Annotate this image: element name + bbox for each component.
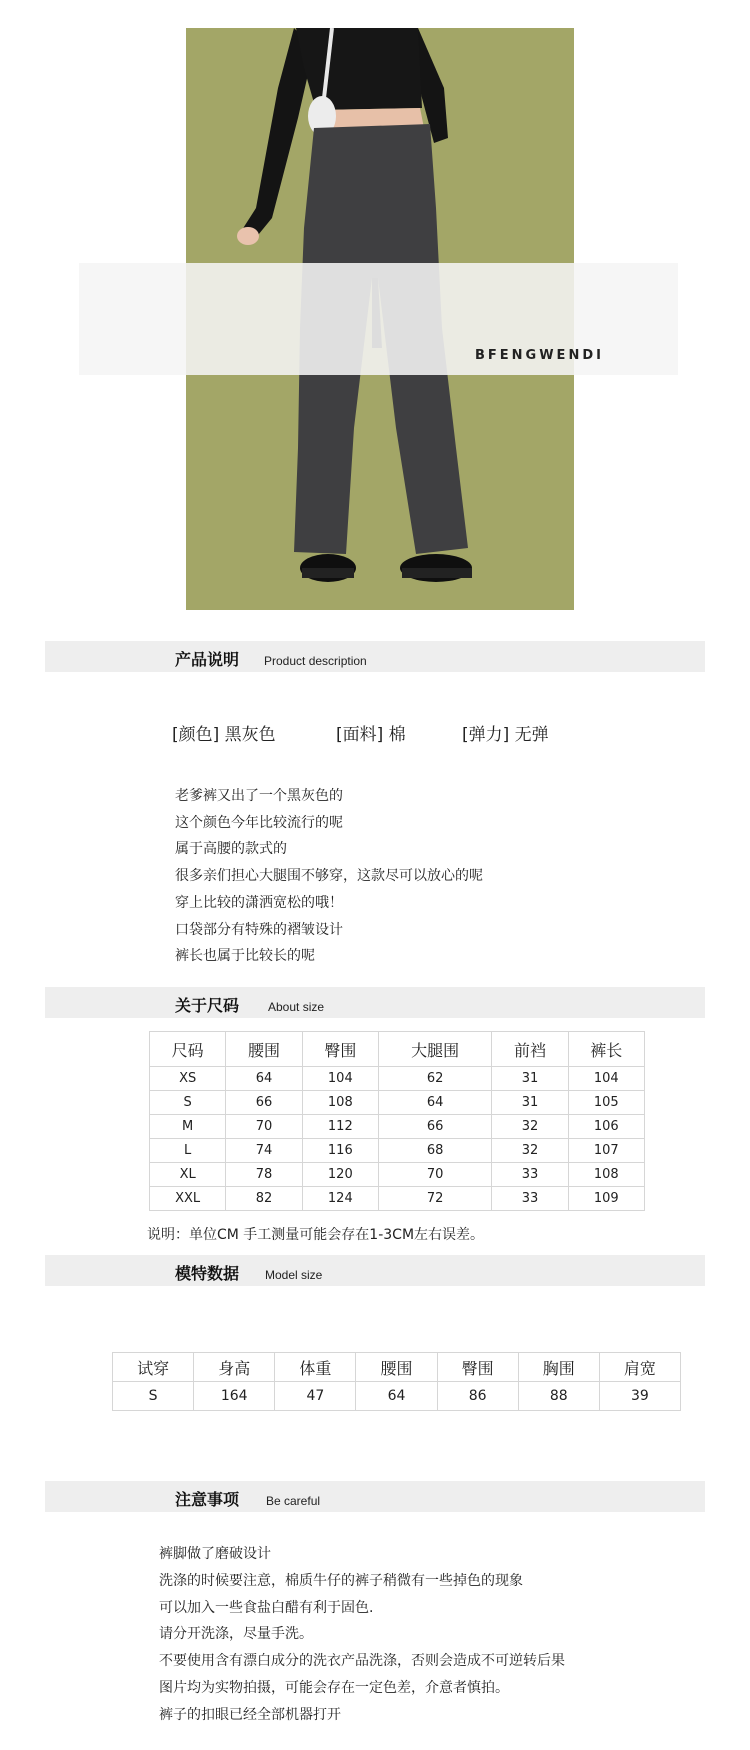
description-line: 口袋部分有特殊的褶皱设计 xyxy=(175,921,343,938)
table-cell: 116 xyxy=(302,1139,378,1163)
table-cell: 74 xyxy=(226,1139,302,1163)
prop-color: [颜色] 黑灰色 xyxy=(172,725,276,745)
table-row xyxy=(150,1115,645,1139)
size-note: 说明：单位CM 手工测量可能会存在1-3CM左右误差。 xyxy=(147,1227,485,1243)
description-line: 这个颜色今年比较流行的呢 xyxy=(175,814,343,831)
care-line: 裤脚做了磨破设计 xyxy=(159,1546,271,1562)
table-header-cell: 胸围 xyxy=(518,1353,599,1382)
table-cell: 112 xyxy=(302,1115,378,1139)
section-title-en: Model size xyxy=(265,1268,323,1282)
table-cell: 70 xyxy=(226,1115,302,1139)
table-cell: 72 xyxy=(378,1187,491,1211)
description-line: 穿上比较的潇洒宽松的哦！ xyxy=(175,894,343,911)
table-row xyxy=(113,1382,681,1411)
section-title-zh: 模特数据 xyxy=(175,1264,240,1283)
table-cell: XL xyxy=(150,1163,226,1187)
table-cell: 108 xyxy=(302,1091,378,1115)
size-table xyxy=(149,1031,645,1211)
table-cell: 64 xyxy=(226,1067,302,1091)
table-cell: 62 xyxy=(378,1067,491,1091)
table-cell: 33 xyxy=(492,1163,568,1187)
table-cell: 32 xyxy=(492,1139,568,1163)
table-cell: 64 xyxy=(356,1382,437,1411)
table-cell: 104 xyxy=(568,1067,644,1091)
table-header-row xyxy=(113,1353,681,1382)
table-row xyxy=(150,1067,645,1091)
care-line: 可以加入一些食盐白醋有利于固色. xyxy=(159,1599,374,1616)
table-header-cell: 腰围 xyxy=(356,1353,437,1382)
table-cell: 66 xyxy=(226,1091,302,1115)
table-cell: 32 xyxy=(492,1115,568,1139)
prop-elastic: [弹力] 无弹 xyxy=(462,725,549,745)
table-cell: 164 xyxy=(194,1382,275,1411)
table-row xyxy=(150,1139,645,1163)
table-cell: 104 xyxy=(302,1067,378,1091)
table-row xyxy=(150,1091,645,1115)
table-header-cell: 身高 xyxy=(194,1353,275,1382)
table-header-cell: 尺码 xyxy=(150,1032,226,1067)
table-cell: 124 xyxy=(302,1187,378,1211)
table-cell: 39 xyxy=(599,1382,680,1411)
table-cell: 120 xyxy=(302,1163,378,1187)
product-description xyxy=(175,783,483,970)
section-bar-care xyxy=(45,1481,705,1512)
description-line: 很多亲们担心大腿围不够穿，这款尽可以放心的呢 xyxy=(175,868,483,885)
table-header-cell: 试穿 xyxy=(113,1353,194,1382)
table-cell: 82 xyxy=(226,1187,302,1211)
section-title-zh: 关于尺码 xyxy=(175,996,240,1015)
care-notes xyxy=(159,1541,565,1729)
care-line: 请分开洗涤，尽量手洗。 xyxy=(159,1626,313,1643)
table-cell: 64 xyxy=(378,1091,491,1115)
table-cell: L xyxy=(150,1139,226,1163)
table-cell: XS xyxy=(150,1067,226,1091)
table-cell: M xyxy=(150,1115,226,1139)
prop-fabric: [面料] 棉 xyxy=(336,725,406,745)
table-header-cell: 裤长 xyxy=(568,1032,644,1067)
table-cell: 107 xyxy=(568,1139,644,1163)
table-cell: 68 xyxy=(378,1139,491,1163)
table-row xyxy=(150,1163,645,1187)
care-line: 不要使用含有漂白成分的洗衣产品洗涤，否则会造成不可逆转后果 xyxy=(159,1653,565,1670)
table-cell: 105 xyxy=(568,1091,644,1115)
table-header-cell: 臀围 xyxy=(437,1353,518,1382)
care-line: 洗涤的时候要注意，棉质牛仔的裤子稍微有一些掉色的现象 xyxy=(159,1572,523,1589)
table-header-cell: 前裆 xyxy=(492,1032,568,1067)
table-cell: 31 xyxy=(492,1091,568,1115)
table-header-row xyxy=(150,1032,645,1067)
table-cell: 88 xyxy=(518,1382,599,1411)
description-line: 老爹裤又出了一个黑灰色的 xyxy=(175,788,343,804)
table-header-cell: 肩宽 xyxy=(599,1353,680,1382)
table-cell: 31 xyxy=(492,1067,568,1091)
table-cell: 109 xyxy=(568,1187,644,1211)
section-title-zh: 注意事项 xyxy=(175,1490,240,1509)
table-cell: 86 xyxy=(437,1382,518,1411)
table-header-cell: 大腿围 xyxy=(378,1032,491,1067)
table-cell: 108 xyxy=(568,1163,644,1187)
table-cell: XXL xyxy=(150,1187,226,1211)
care-line: 图片均为实物拍摄，可能会存在一定色差，介意者慎拍。 xyxy=(159,1679,509,1696)
section-title-zh: 产品说明 xyxy=(175,650,240,669)
description-line: 属于高腰的款式的 xyxy=(175,841,287,858)
table-cell: 33 xyxy=(492,1187,568,1211)
section-bar-size xyxy=(45,987,705,1018)
section-bar-product xyxy=(45,641,705,672)
table-header-cell: 腰围 xyxy=(226,1032,302,1067)
table-header-cell: 臀围 xyxy=(302,1032,378,1067)
table-cell: 66 xyxy=(378,1115,491,1139)
care-line: 裤子的扣眼已经全部机器打开 xyxy=(159,1706,341,1723)
section-title-en: Be careful xyxy=(266,1494,321,1508)
model-table xyxy=(112,1352,681,1411)
table-row xyxy=(150,1187,645,1211)
table-header-cell: 体重 xyxy=(275,1353,356,1382)
table-cell: 106 xyxy=(568,1115,644,1139)
table-cell: 78 xyxy=(226,1163,302,1187)
table-cell: 70 xyxy=(378,1163,491,1187)
section-bar-model xyxy=(45,1255,705,1286)
table-cell: S xyxy=(113,1382,194,1411)
table-cell: 47 xyxy=(275,1382,356,1411)
section-title-en: Product description xyxy=(264,654,367,668)
table-cell: S xyxy=(150,1091,226,1115)
brand-name: BFENGWENDI xyxy=(475,348,604,363)
section-title-en: About size xyxy=(268,1000,325,1014)
description-line: 裤长也属于比较长的呢 xyxy=(175,948,315,965)
